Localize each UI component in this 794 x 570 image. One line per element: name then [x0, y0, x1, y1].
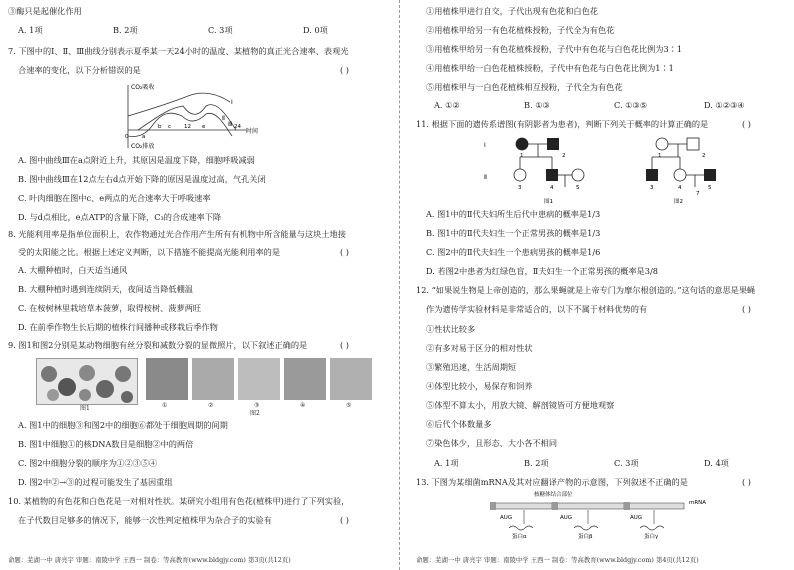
protein-alpha: 蛋白α	[512, 534, 527, 540]
fig2-num-2: ②	[208, 402, 214, 409]
fig1-num-5: 5	[576, 185, 580, 191]
graph-y-bottom-label: CO₂排放	[131, 143, 155, 150]
curve-label-2: Ⅱ	[222, 115, 225, 122]
fig2-num-1: ①	[162, 402, 168, 409]
q7-option-b[interactable]: B. 图中曲线Ⅲ在12点左右d点开始下降的原因是温度过高，气孔关闭	[18, 174, 266, 184]
option-c[interactable]: C. 3项	[208, 25, 233, 35]
q12-item-2: ②有多对易于区分的相对性状	[426, 343, 533, 353]
option-c[interactable]: C. 3项	[614, 458, 639, 468]
fig2-II4-female	[674, 169, 686, 181]
fig2-photo-4	[284, 358, 326, 400]
aug-2: AUG	[560, 515, 573, 521]
q13-answer-paren[interactable]: ( )	[742, 477, 751, 487]
ribosome-site-label: 核糖体结合部位	[534, 492, 573, 498]
q12-item-1: ①性状比较多	[426, 324, 476, 334]
fig1-num-2: 2	[562, 153, 566, 159]
q12-stem-line1: 12. “如果说生物是上帝创造的，那么果蝇就是上帝专门为摩尔根创造的。”这句话的意思是果蝇	[416, 285, 756, 295]
q9-stem: 9. 图1和图2分别是某动物细胞有丝分裂和减数分裂的显微照片，以下叙述正确的是	[8, 340, 308, 350]
fig2-label: 图2	[250, 410, 260, 417]
fig2-II5-affected-male	[704, 169, 716, 181]
tick-a: a	[142, 134, 146, 140]
q9-answer-paren[interactable]: ( )	[340, 340, 349, 350]
curve-3	[128, 113, 232, 136]
q11-option-a[interactable]: A. 图1中的Ⅱ代夫妇所生后代中患病的概率是1/3	[426, 209, 601, 219]
q11-pedigree-charts	[484, 133, 764, 205]
q12-item-7: ⑦染色体少，且形态、大小各不相同	[426, 438, 558, 448]
q10-answer-paren[interactable]: ( )	[340, 515, 349, 525]
q11-option-d[interactable]: D. 若图2中患者为红绿色盲，Ⅱ夫妇生一个正常男孩的概率是3/8	[426, 266, 658, 276]
fig2-photo-1	[146, 358, 188, 400]
q12-item-4: ④体型比较小，易保存和饲养	[426, 381, 533, 391]
fig2-photo-5	[330, 358, 372, 400]
q13-stem: 13. 下图为某细菌mRNA及其对应翻译产物的示意图，下列叙述不正确的是	[416, 477, 688, 487]
q12-answer-paren[interactable]: ( )	[742, 304, 751, 314]
q10-item-3: ③用植株甲给另一有色花植株授粉，子代中有色花与白色花比例为3∶1	[426, 44, 683, 54]
q11-stem: 11. 根据下面的遗传系谱图(有阴影者为患者)，判断下列关于概率的计算正确的是	[416, 119, 709, 129]
q9-option-c[interactable]: C. 图2中细胞分裂的顺序为①②③⑤④	[18, 458, 158, 468]
q8-stem-line1: 8. 光能利用率是指单位面积上，农作物通过光合作用产生所有有机物中所含能量与这块土地接	[8, 229, 346, 239]
ribosome-site-1	[490, 502, 496, 510]
fig1-label: 图1	[544, 199, 553, 205]
fig2-num-5: 5	[708, 185, 712, 191]
fig2-photo-3	[238, 358, 280, 400]
q7-option-c[interactable]: C. 叶肉细胞在图中c、e两点的光合速率大于呼吸速率	[18, 193, 211, 203]
q8-option-a[interactable]: A. 大棚种植时，白天适当通风	[18, 265, 128, 275]
q10-item-4: ④用植株甲给一白色花植株授粉，子代中有色花与白色花比例为1∶1	[426, 63, 674, 73]
q12-stem-line2: 作为遗传学实验材料是非常适合的，以下不属于材料优势的有	[426, 304, 648, 314]
fig2-label: 图2	[674, 199, 683, 205]
tick-0: 0	[125, 134, 129, 140]
option-b[interactable]: B. 2项	[524, 458, 549, 468]
q6-statement-3: ③酶只是起催化作用	[8, 6, 82, 16]
aug-3: AUG	[630, 515, 643, 521]
fig1-num-3: 3	[518, 185, 522, 191]
graph-y-top-label: CO₂吸收	[131, 84, 155, 91]
right-page-footer: 命题：芜湖一中 唐亮宇 审题：南陵中学 王西一 制卷：等高教育(www.bldgjy.com) 第4页(共12页)	[416, 556, 699, 564]
fig1-micrograph	[36, 358, 138, 405]
page-divider	[399, 0, 400, 570]
tick-b: b	[158, 124, 162, 130]
q6-options	[18, 25, 383, 35]
fig2-num-7: 7	[696, 191, 700, 197]
option-a[interactable]: A. 1项	[434, 458, 459, 468]
gen-I-label-1: Ⅰ	[484, 142, 486, 149]
fig1-II4-affected-male	[546, 169, 558, 181]
fig1-I2-affected-male	[547, 138, 559, 150]
q10-stem-line1: 10. 某植物的有色花和白色花是一对相对性状。某研究小组用有色花(植株甲)进行了下列实验，	[8, 496, 350, 506]
option-a[interactable]: A. 1项	[18, 25, 43, 35]
q9-option-d[interactable]: D. 图2中②→③的过程可能发生了基因重组	[18, 477, 173, 487]
q8-stem-line2: 受的太阳能之比。根据上述定义判断，以下措施不能提高光能利用率的是	[18, 247, 281, 257]
option-b[interactable]: B. ①③	[524, 100, 550, 110]
q13-mrna-diagram	[484, 488, 744, 540]
mrna-label: mRNA	[689, 500, 707, 506]
fig1-label: 图1	[80, 405, 90, 412]
fig1-II3-female	[514, 169, 526, 181]
fig2-photo-2	[192, 358, 234, 400]
protein-gamma: 蛋白γ	[644, 534, 659, 540]
q8-option-c[interactable]: C. 在桉树林里栽培草本菠萝，取得桉树、菠萝两旺	[18, 303, 202, 313]
protein-beta: 蛋白β	[578, 534, 593, 540]
q7-option-a[interactable]: A. 图中曲线Ⅲ在a点附近上升，其原因是温度下降，细胞呼吸减弱	[18, 155, 255, 165]
option-c[interactable]: C. ①③⑤	[614, 100, 648, 110]
q12-item-5: ⑤体型不算太小，用放大镜、解剖镜皆可方便地观察	[426, 400, 615, 410]
q11-option-c[interactable]: C. 图2中的Ⅱ代夫妇生一个患病男孩的概率是1/6	[426, 247, 601, 257]
left-page-footer: 命题：芜湖一中 唐亮宇 审题：南陵中学 王西一 制卷：等高教育(www.bldgjy.com) 第3页(共12页)	[8, 556, 291, 564]
q10-stem-line2: 在子代数目足够多的情况下，能够一次性判定植株甲为杂合子的实验有	[18, 515, 272, 525]
ribosome-site-2	[552, 502, 558, 510]
option-d[interactable]: D. ①②③④	[704, 100, 745, 110]
fig2-num-4: 4	[678, 185, 682, 191]
tick-c: c	[168, 124, 172, 130]
q12-item-3: ③繁殖迅速，生活周期短	[426, 362, 517, 372]
aug-1: AUG	[500, 515, 513, 521]
fig2-num-3: 3	[650, 185, 654, 191]
graph-x-label: 时间	[246, 128, 259, 135]
q11-answer-paren[interactable]: ( )	[742, 119, 751, 129]
q7-option-d[interactable]: D. 与d点相比，e点ATP的含量下降，C₃的合成速率下降	[18, 212, 222, 222]
option-b[interactable]: B. 2项	[113, 25, 138, 35]
fig2-num-5: ⑤	[346, 402, 352, 409]
q12-options	[434, 458, 784, 468]
option-d[interactable]: D. 0项	[303, 25, 328, 35]
fig1-I1-affected-female	[516, 138, 528, 150]
curve-label-1: Ⅰ	[231, 99, 233, 106]
q8-option-d[interactable]: D. 在前季作物生长后期的植株行间播种或移栽后季作物	[18, 322, 218, 332]
curve-1	[128, 93, 230, 116]
q8-answer-paren[interactable]: ( )	[340, 247, 349, 257]
fig2-num-4: ④	[300, 402, 306, 409]
tick-e: e	[202, 124, 206, 130]
q9-option-b[interactable]: B. 图1中细胞①的核DNA数目是细胞②中的两倍	[18, 439, 194, 449]
fig2-num-2: 2	[702, 153, 706, 159]
q7-stem-line1: 7. 下图中的Ⅰ、Ⅱ、Ⅲ曲线分别表示夏季某一天24小时的温度、某植物的真正光合速率、表观光	[8, 46, 349, 56]
q8-option-b[interactable]: B. 大棚种植时遇到连续阴天，夜间适当降低棚温	[18, 284, 193, 294]
q10-item-5: ⑤用植株甲与一白色花植株相互授粉，子代全为有色花	[426, 82, 623, 92]
q7-stem-line2: 合速率的变化，以下分析错误的是	[18, 65, 141, 75]
q11-option-b[interactable]: B. 图1中的Ⅱ代夫妇生一个正常男孩的概率是1/3	[426, 228, 601, 238]
fig2-I1-female	[656, 138, 668, 150]
fig2-I2-male	[687, 138, 699, 150]
curve-label-3: Ⅲ	[228, 121, 233, 128]
fig2-II3-affected-male	[646, 169, 658, 181]
gen-II-label-1: Ⅱ	[484, 174, 487, 181]
ribosome-site-3	[624, 502, 630, 510]
fig2-num-3: ③	[254, 402, 260, 409]
q9-option-a[interactable]: A. 图1中的细胞③和图2中的细胞⑥都处于细胞周期的间期	[18, 420, 228, 430]
q10-item-2: ②用植株甲给另一有色花植株授粉，子代全为有色花	[426, 25, 615, 35]
q10-options	[434, 100, 784, 110]
option-a[interactable]: A. ①②	[434, 100, 460, 110]
q7-answer-paren[interactable]: ( )	[340, 65, 349, 75]
q7-curve-graph	[118, 80, 268, 150]
fig1-num-1: 1	[520, 153, 524, 159]
q10-item-1: ①用植株甲进行自交，子代出现有色花和白色花	[426, 6, 598, 16]
fig1-num-4: 4	[550, 185, 554, 191]
tick-24: 24	[234, 124, 241, 130]
fig2-num-1: 1	[658, 153, 662, 159]
q12-item-6: ⑥后代个体数量多	[426, 419, 492, 429]
option-d[interactable]: D. 4项	[704, 458, 729, 468]
right-page-column	[404, 0, 794, 570]
fig1-II5-female	[572, 169, 584, 181]
tick-12: 12	[184, 124, 191, 130]
